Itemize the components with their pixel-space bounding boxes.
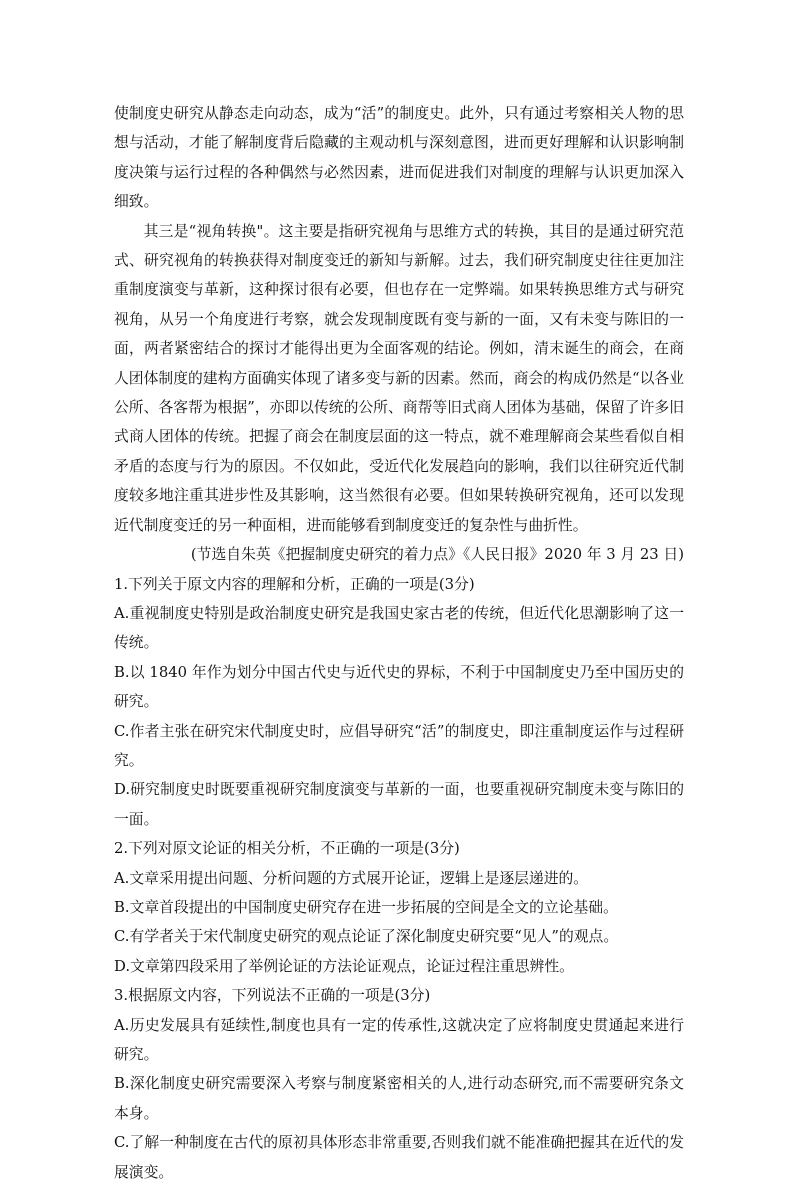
question-option-b: B.深化制度史研究需要深入考察与制度紧密相关的人,进行动态研究,而不需要研究条文本身。 [114, 1075, 684, 1122]
question-2 [114, 834, 684, 981]
question-option-a: A.文章采用提出问题、分析问题的方式展开论证，逻辑上是逐层递进的。 [114, 869, 589, 887]
document-page [114, 99, 684, 1187]
article-body [114, 99, 684, 570]
question-1 [114, 570, 684, 835]
question-option-c: C.了解一种制度在古代的原初具体形态非常重要,否则我们就不能准确把握其在近代的发展演变。 [114, 1134, 684, 1181]
question-option-c: C.作者主张在研究宋代制度史时，应倡导研究“活”的制度史，即注重制度运作与过程研究。 [114, 722, 684, 769]
question-stem: 3.根据原文内容，下列说法不正确的一项是(3分) [114, 987, 431, 1005]
question-option-b: B.文章首段提出的中国制度史研究存在进一步拓展的空间是全文的立论基础。 [114, 898, 618, 916]
question-option-a: A.重视制度史特别是政治制度史研究是我国史家古老的传统，但近代化思潮影响了这一传统。 [114, 604, 684, 652]
question-option-d: D.文章第四段采用了举例论证的方法论证观点，论证过程注重思辨性。 [114, 957, 574, 975]
article-source: (节选自朱英《把握制度史研究的着力点》《人民日报》2020 年 3 月 23 日) [190, 546, 684, 564]
question-option-c: C.有学者关于宋代制度史研究的观点论证了深化制度史研究要“见人”的观点。 [114, 928, 619, 946]
question-stem: 1.下列关于原文内容的理解和分析，正确的一项是(3分) [114, 575, 475, 593]
question-option-a: A.历史发展具有延续性,制度也具有一定的传承性,这就决定了应将制度史贯通起来进行研究。 [114, 1016, 684, 1063]
question-option-b: B.以 1840 年作为划分中国古代史与近代史的界标，不利于中国制度史乃至中国历史的研究。 [114, 663, 684, 711]
article-paragraph-2: 其三是“视角转换"。这主要是指研究视角与思维方式的转换，其目的是通过研究范式、研究视角的转换获得对制度变迁的新知与新解。过去，我们研究制度史往往更加注重制度演变与革新，这种探讨很有必要，但也存在一定弊端。如果转换思维方式与研究视角，从另一个角度进行考察，就会发现制度既有变与新的一面，又有未变与陈旧的一面，两者紧密结合的探讨才能得出更为全面客观的结论。例如，清末诞生的商会，在商人团体制度的建构方面确实体现了诸多变与新的因素。然而，商会的构成仍然是“以各业公所、各客帮为根据”，亦即以传统的公所、商帮等旧式商人团体为基础，保留了许多旧式商人团体的传统。把握了商会在制度层面的这一特点，就不难理解商会某些看似自相矛盾的态度与行为的原因。不仅如此，受近代化发展趋向的影响，我们以往研究近代制度较多地注重其进步性及其影响，这当然很有必要。但如果转换研究视角，还可以发现近代制度变迁的另一种面相，进而能够看到制度变迁的复杂性与曲折性。 [114, 222, 684, 534]
question-stem: 2.下列对原文论证的相关分析，不正确的一项是(3分) [114, 840, 460, 858]
question-option-d: D.研究制度史时既要重视研究制度演变与革新的一面，也要重视研究制度未变与陈旧的一面。 [114, 781, 684, 828]
question-3 [114, 981, 684, 1187]
article-paragraph-1: 使制度史研究从静态走向动态，成为“活”的制度史。此外，只有通过考察相关人物的思想与活动，才能了解制度背后隐藏的主观动机与深刻意图，进而更好理解和认识影响制度决策与运行过程的各种偶然与必然因素，进而促进我们对制度的理解与认识更加深入细致。 [114, 105, 684, 211]
